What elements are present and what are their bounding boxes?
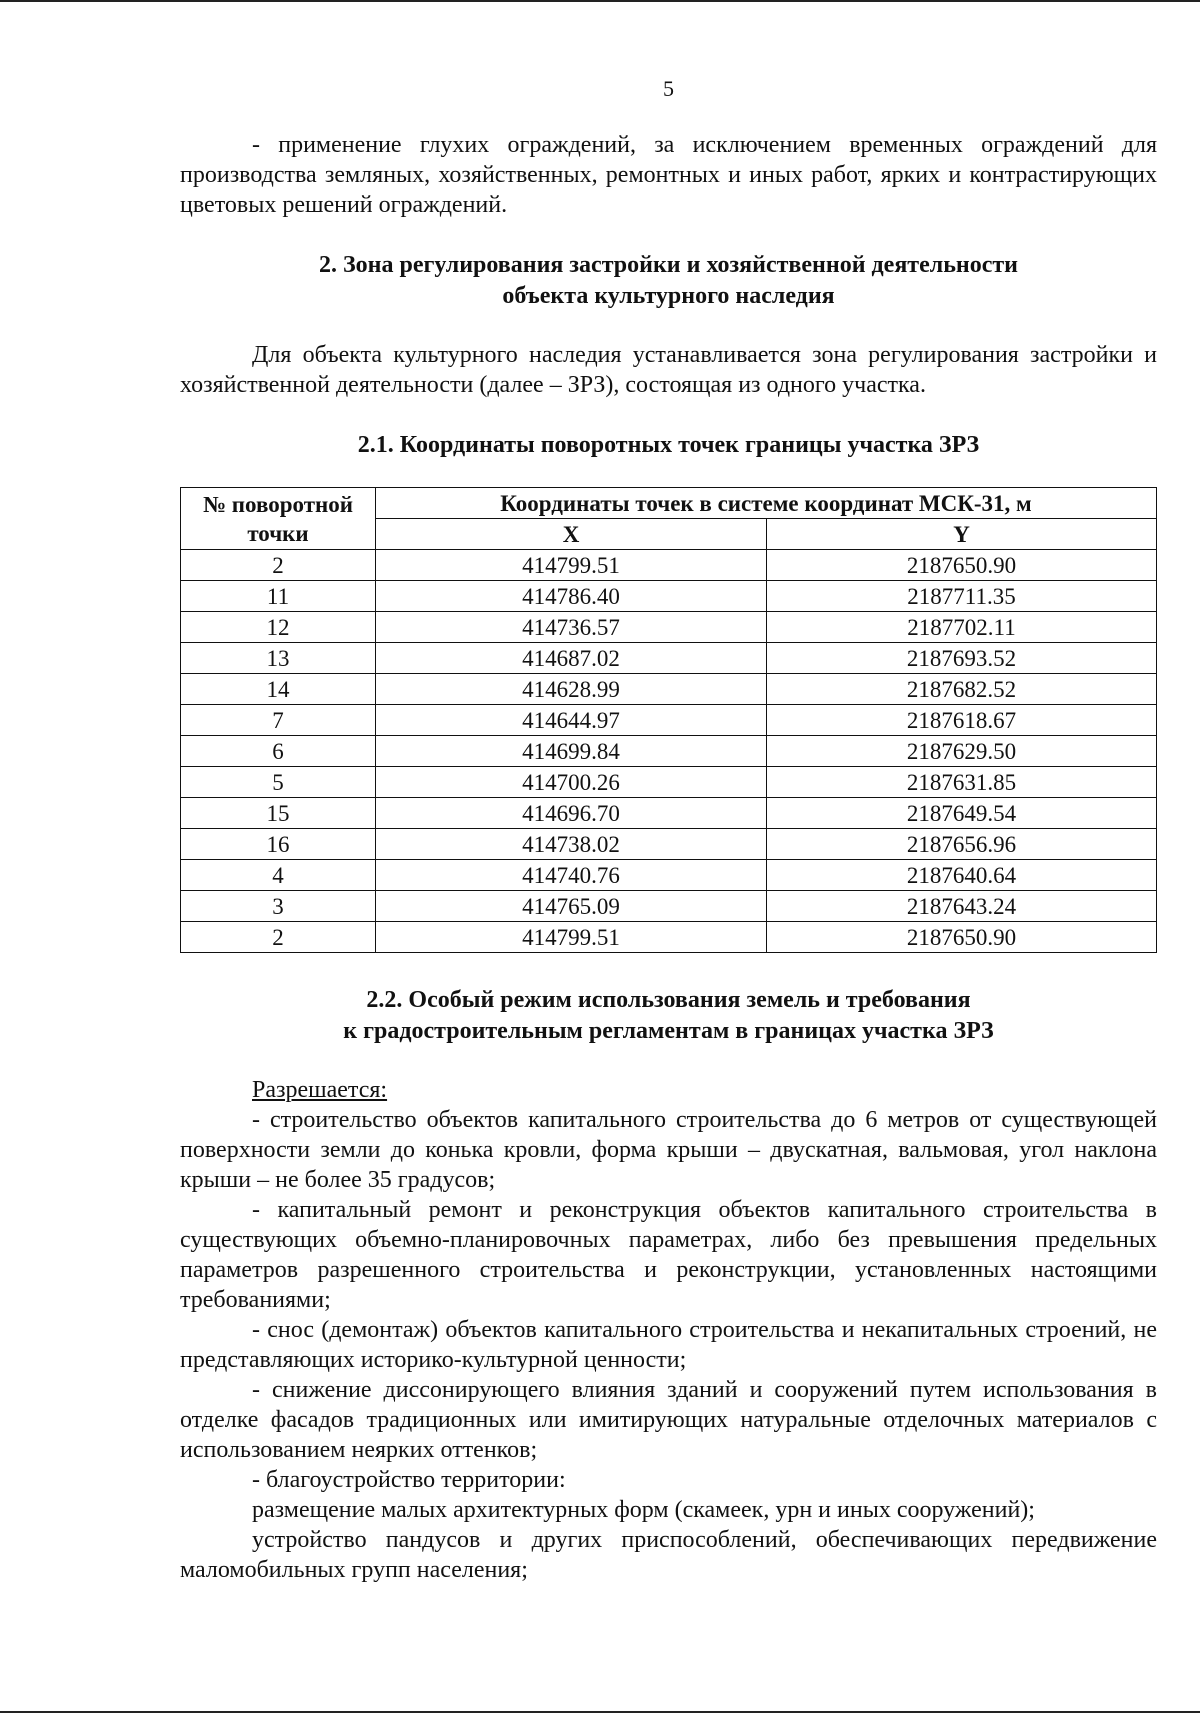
table-cell-point: 2	[181, 550, 376, 581]
coordinates-table	[180, 487, 1157, 953]
table-cell-point: 7	[181, 705, 376, 736]
table-row	[181, 581, 1157, 612]
table-row	[181, 736, 1157, 767]
table-cell-y: 2187649.54	[767, 798, 1157, 829]
list-item: - капитальный ремонт и реконструкция объектов капитального строительства в существующих объемно-планировочных параметрах, либо без превышения предельных параметров разрешенного строительства и реконструкции, установленных настоящими требованиями;	[180, 1197, 1157, 1313]
list-item: - снижение диссонирующего влияния зданий и сооружений путем использования в отделке фасадов традиционных или имитирующих натуральные отделочных материалов с использованием неярких оттенков;	[180, 1377, 1157, 1463]
table-row	[181, 860, 1157, 891]
table-cell-y: 2187650.90	[767, 550, 1157, 581]
table-cell-y: 2187711.35	[767, 581, 1157, 612]
table-row	[181, 829, 1157, 860]
table-cell-point: 11	[181, 581, 376, 612]
allowed-label: Разрешается:	[252, 1077, 388, 1103]
top-border-line	[0, 0, 1200, 2]
header-x: X	[376, 519, 767, 550]
table-cell-y: 2187656.96	[767, 829, 1157, 860]
list-item: - благоустройство территории:	[252, 1467, 566, 1493]
list-item: размещение малых архитектурных форм (скамеек, урн и иных сооружений);	[252, 1497, 1035, 1523]
table-cell-y: 2187631.85	[767, 767, 1157, 798]
table-cell-y: 2187629.50	[767, 736, 1157, 767]
table-row	[181, 674, 1157, 705]
table-cell-point: 15	[181, 798, 376, 829]
table-row	[181, 612, 1157, 643]
table-row	[181, 767, 1157, 798]
table-cell-point: 2	[181, 922, 376, 953]
table-row	[181, 922, 1157, 953]
table-cell-y: 2187650.90	[767, 922, 1157, 953]
coordinates-table-body	[181, 550, 1157, 953]
table-cell-x: 414799.51	[376, 922, 767, 953]
section-2-2-heading: 2.2. Особый режим использования земель и требования к градостроительным регламентам в границах участка ЗРЗ	[343, 987, 994, 1044]
table-cell-x: 414644.97	[376, 705, 767, 736]
table-cell-x: 414696.70	[376, 798, 767, 829]
table-cell-point: 14	[181, 674, 376, 705]
table-cell-x: 414687.02	[376, 643, 767, 674]
header-y: Y	[767, 519, 1157, 550]
table-row	[181, 705, 1157, 736]
table-cell-x: 414786.40	[376, 581, 767, 612]
table-row	[181, 891, 1157, 922]
table-cell-point: 4	[181, 860, 376, 891]
table-cell-x: 414700.26	[376, 767, 767, 798]
table-cell-y: 2187640.64	[767, 860, 1157, 891]
table-cell-x: 414799.51	[376, 550, 767, 581]
intro-paragraph: - применение глухих ограждений, за исключением временных ограждений для производства земляных, хозяйственных, ремонтных и иных работ, ярких и контрастирующих цветовых решений ограждений.	[180, 132, 1157, 218]
table-cell-x: 414740.76	[376, 860, 767, 891]
page-number: 5	[663, 76, 674, 101]
table-cell-x: 414628.99	[376, 674, 767, 705]
section-2-heading: 2. Зона регулирования застройки и хозяйственной деятельности объекта культурного наследия	[318, 252, 1019, 309]
allowed-items-list	[180, 1105, 1157, 1585]
table-row	[181, 643, 1157, 674]
section-2-1-heading: 2.1. Координаты поворотных точек границы участка ЗРЗ	[357, 432, 980, 458]
table-cell-point: 13	[181, 643, 376, 674]
table-cell-y: 2187618.67	[767, 705, 1157, 736]
header-coordinates: Координаты точек в системе координат МСК-31, м	[376, 488, 1157, 519]
table-cell-x: 414738.02	[376, 829, 767, 860]
table-cell-x: 414736.57	[376, 612, 767, 643]
list-item: - строительство объектов капитального строительства до 6 метров от существующей поверхности земли до конька кровли, форма крыши – двускатная, вальмовая, угол наклона крыши – не более 35 градусов;	[180, 1107, 1157, 1193]
table-cell-y: 2187643.24	[767, 891, 1157, 922]
table-cell-y: 2187682.52	[767, 674, 1157, 705]
table-cell-x: 414699.84	[376, 736, 767, 767]
table-cell-point: 12	[181, 612, 376, 643]
table-cell-y: 2187693.52	[767, 643, 1157, 674]
table-cell-x: 414765.09	[376, 891, 767, 922]
section-2-paragraph: Для объекта культурного наследия устанавливается зона регулирования застройки и хозяйственной деятельности (далее – ЗРЗ), состоящая из одного участка.	[180, 342, 1157, 398]
header-point-number: № поворотной точки	[181, 488, 376, 550]
table-cell-point: 6	[181, 736, 376, 767]
table-row	[181, 798, 1157, 829]
table-row	[181, 550, 1157, 581]
table-cell-point: 5	[181, 767, 376, 798]
list-item: - снос (демонтаж) объектов капитального строительства и некапитальных строений, не представляющих историко-культурной ценности;	[180, 1317, 1157, 1373]
table-cell-y: 2187702.11	[767, 612, 1157, 643]
table-cell-point: 16	[181, 829, 376, 860]
table-cell-point: 3	[181, 891, 376, 922]
list-item: устройство пандусов и других приспособлений, обеспечивающих передвижение маломобильных групп населения;	[180, 1527, 1157, 1583]
